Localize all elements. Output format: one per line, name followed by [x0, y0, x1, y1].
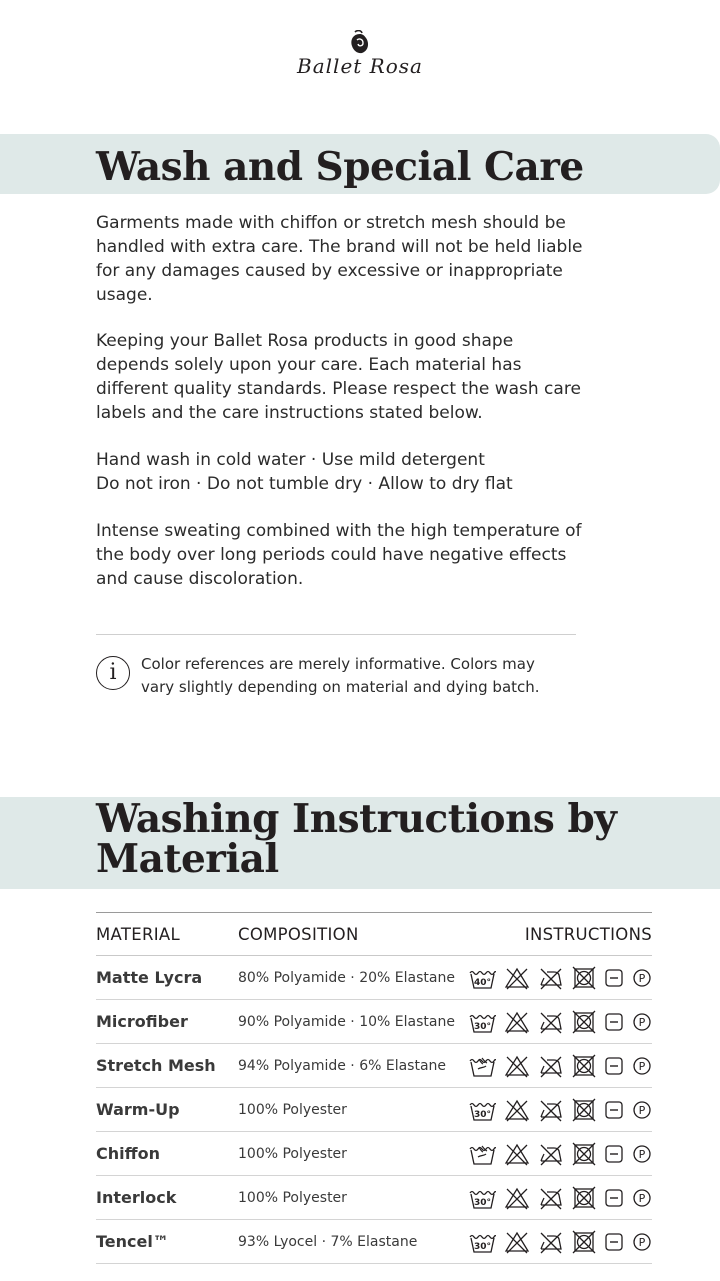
- no-iron-icon: [538, 1230, 564, 1254]
- professional-clean-icon: [632, 1188, 652, 1208]
- material-composition: 80% Polyamide · 20% Elastane: [238, 956, 466, 1000]
- no-bleach-icon: [504, 1010, 530, 1034]
- wash-tub-icon: [469, 1055, 496, 1077]
- svg-text:P: P: [638, 1059, 646, 1073]
- dry-flat-icon: [604, 1100, 624, 1120]
- materials-title: Washing Instructions by Material: [96, 796, 617, 882]
- professional-clean-icon: [632, 1232, 652, 1252]
- professional-clean-icon: [632, 1056, 652, 1076]
- professional-clean-icon: [632, 1100, 652, 1120]
- header-composition: COMPOSITION: [238, 913, 466, 956]
- svg-text:P: P: [638, 1235, 646, 1249]
- wash-tub-icon: [469, 1099, 496, 1121]
- dry-flat-icon: [604, 1188, 624, 1208]
- svg-text:P: P: [638, 971, 646, 985]
- table-row: [96, 1000, 652, 1044]
- care-title: Wash and Special Care: [96, 144, 584, 190]
- care-icons: [466, 1132, 652, 1176]
- care-paragraph: Garments made with chiffon or stretch mesh should be handled with extra care. The brand will not be held liable for any damages caused by excessive or inappropriate usage.: [96, 213, 583, 305]
- no-iron-icon: [538, 966, 564, 990]
- no-tumble-dry-icon: [572, 1054, 596, 1078]
- wash-tub-icon: [469, 1143, 496, 1165]
- table-row: [96, 956, 652, 1000]
- header-material: MATERIAL: [96, 913, 238, 956]
- dry-flat-icon: [604, 1012, 624, 1032]
- dry-flat-icon: [604, 1056, 624, 1076]
- no-iron-icon: [538, 1054, 564, 1078]
- material-composition: 100% Polyester: [238, 1176, 466, 1220]
- care-icons: [466, 1088, 652, 1132]
- care-icons: [466, 1000, 652, 1044]
- no-bleach-icon: [504, 1054, 530, 1078]
- care-icons: [466, 1044, 652, 1088]
- care-instructions: Hand wash in cold water · Use mild detergent Do not iron · Do not tumble dry · Allow to dry flat: [96, 450, 513, 494]
- color-note: Color references are merely informative. Colors may vary slightly depending on material and dying batch.: [141, 655, 540, 696]
- material-name: Warm-Up: [96, 1088, 238, 1132]
- material-composition: 100% Polyester: [238, 1088, 466, 1132]
- material-name: Matte Lycra: [96, 956, 238, 1000]
- dry-flat-icon: [604, 968, 624, 988]
- professional-clean-icon: [632, 1144, 652, 1164]
- table-row: [96, 1176, 652, 1220]
- svg-text:P: P: [638, 1147, 646, 1161]
- svg-text:P: P: [638, 1191, 646, 1205]
- no-bleach-icon: [504, 1186, 530, 1210]
- care-icons: [466, 1176, 652, 1220]
- material-name: Tencel™: [96, 1220, 238, 1264]
- wash-temp-label: 30°: [473, 1241, 492, 1252]
- no-bleach-icon: [504, 1142, 530, 1166]
- no-bleach-icon: [504, 966, 530, 990]
- professional-clean-icon: [632, 1012, 652, 1032]
- wash-temp-label: 40°: [473, 977, 492, 988]
- material-composition: 94% Polyamide · 6% Elastane: [238, 1044, 466, 1088]
- material-name: Interlock: [96, 1176, 238, 1220]
- info-icon: i: [96, 656, 130, 690]
- wash-tub-icon: [469, 1011, 496, 1033]
- table-header-row: [96, 913, 652, 956]
- no-bleach-icon: [504, 1098, 530, 1122]
- no-tumble-dry-icon: [572, 966, 596, 990]
- svg-text:P: P: [638, 1015, 646, 1029]
- wash-temp-label: 30°: [473, 1197, 492, 1208]
- no-iron-icon: [538, 1010, 564, 1034]
- care-icons: [466, 1220, 652, 1264]
- no-tumble-dry-icon: [572, 1186, 596, 1210]
- no-iron-icon: [538, 1098, 564, 1122]
- divider: [96, 634, 576, 635]
- header-instructions: INSTRUCTIONS: [466, 913, 652, 956]
- table-row: [96, 1088, 652, 1132]
- material-composition: 93% Lyocel · 7% Elastane: [238, 1220, 466, 1264]
- svg-text:P: P: [638, 1103, 646, 1117]
- brand-logo: [0, 30, 720, 78]
- no-tumble-dry-icon: [572, 1098, 596, 1122]
- no-tumble-dry-icon: [572, 1230, 596, 1254]
- no-iron-icon: [538, 1186, 564, 1210]
- materials-table: [96, 912, 652, 1264]
- professional-clean-icon: [632, 968, 652, 988]
- care-icons: [466, 956, 652, 1000]
- wash-tub-icon: [469, 1231, 496, 1253]
- material-name: Microfiber: [96, 1000, 238, 1044]
- no-iron-icon: [538, 1142, 564, 1166]
- wash-tub-icon: [469, 1187, 496, 1209]
- dry-flat-icon: [604, 1144, 624, 1164]
- care-paragraph: Intense sweating combined with the high temperature of the body over long periods could have negative effects and cause discoloration.: [96, 521, 582, 589]
- material-name: Chiffon: [96, 1132, 238, 1176]
- no-tumble-dry-icon: [572, 1142, 596, 1166]
- table-row: [96, 1044, 652, 1088]
- wash-temp-label: 30°: [473, 1021, 492, 1032]
- brand-logo-text: Ballet Rosa: [297, 54, 423, 78]
- wash-tub-icon: [469, 967, 496, 989]
- material-composition: 90% Polyamide · 10% Elastane: [238, 1000, 466, 1044]
- table-row: [96, 1132, 652, 1176]
- material-composition: 100% Polyester: [238, 1132, 466, 1176]
- material-name: Stretch Mesh: [96, 1044, 238, 1088]
- wash-temp-label: 30°: [473, 1109, 492, 1120]
- table-row: [96, 1220, 652, 1264]
- no-bleach-icon: [504, 1230, 530, 1254]
- dry-flat-icon: [604, 1232, 624, 1252]
- care-paragraph: Keeping your Ballet Rosa products in good shape depends solely upon your care. Each material has different quality standards. Please respect the wash care labels and the care instructions stated below.: [96, 331, 581, 423]
- no-tumble-dry-icon: [572, 1010, 596, 1034]
